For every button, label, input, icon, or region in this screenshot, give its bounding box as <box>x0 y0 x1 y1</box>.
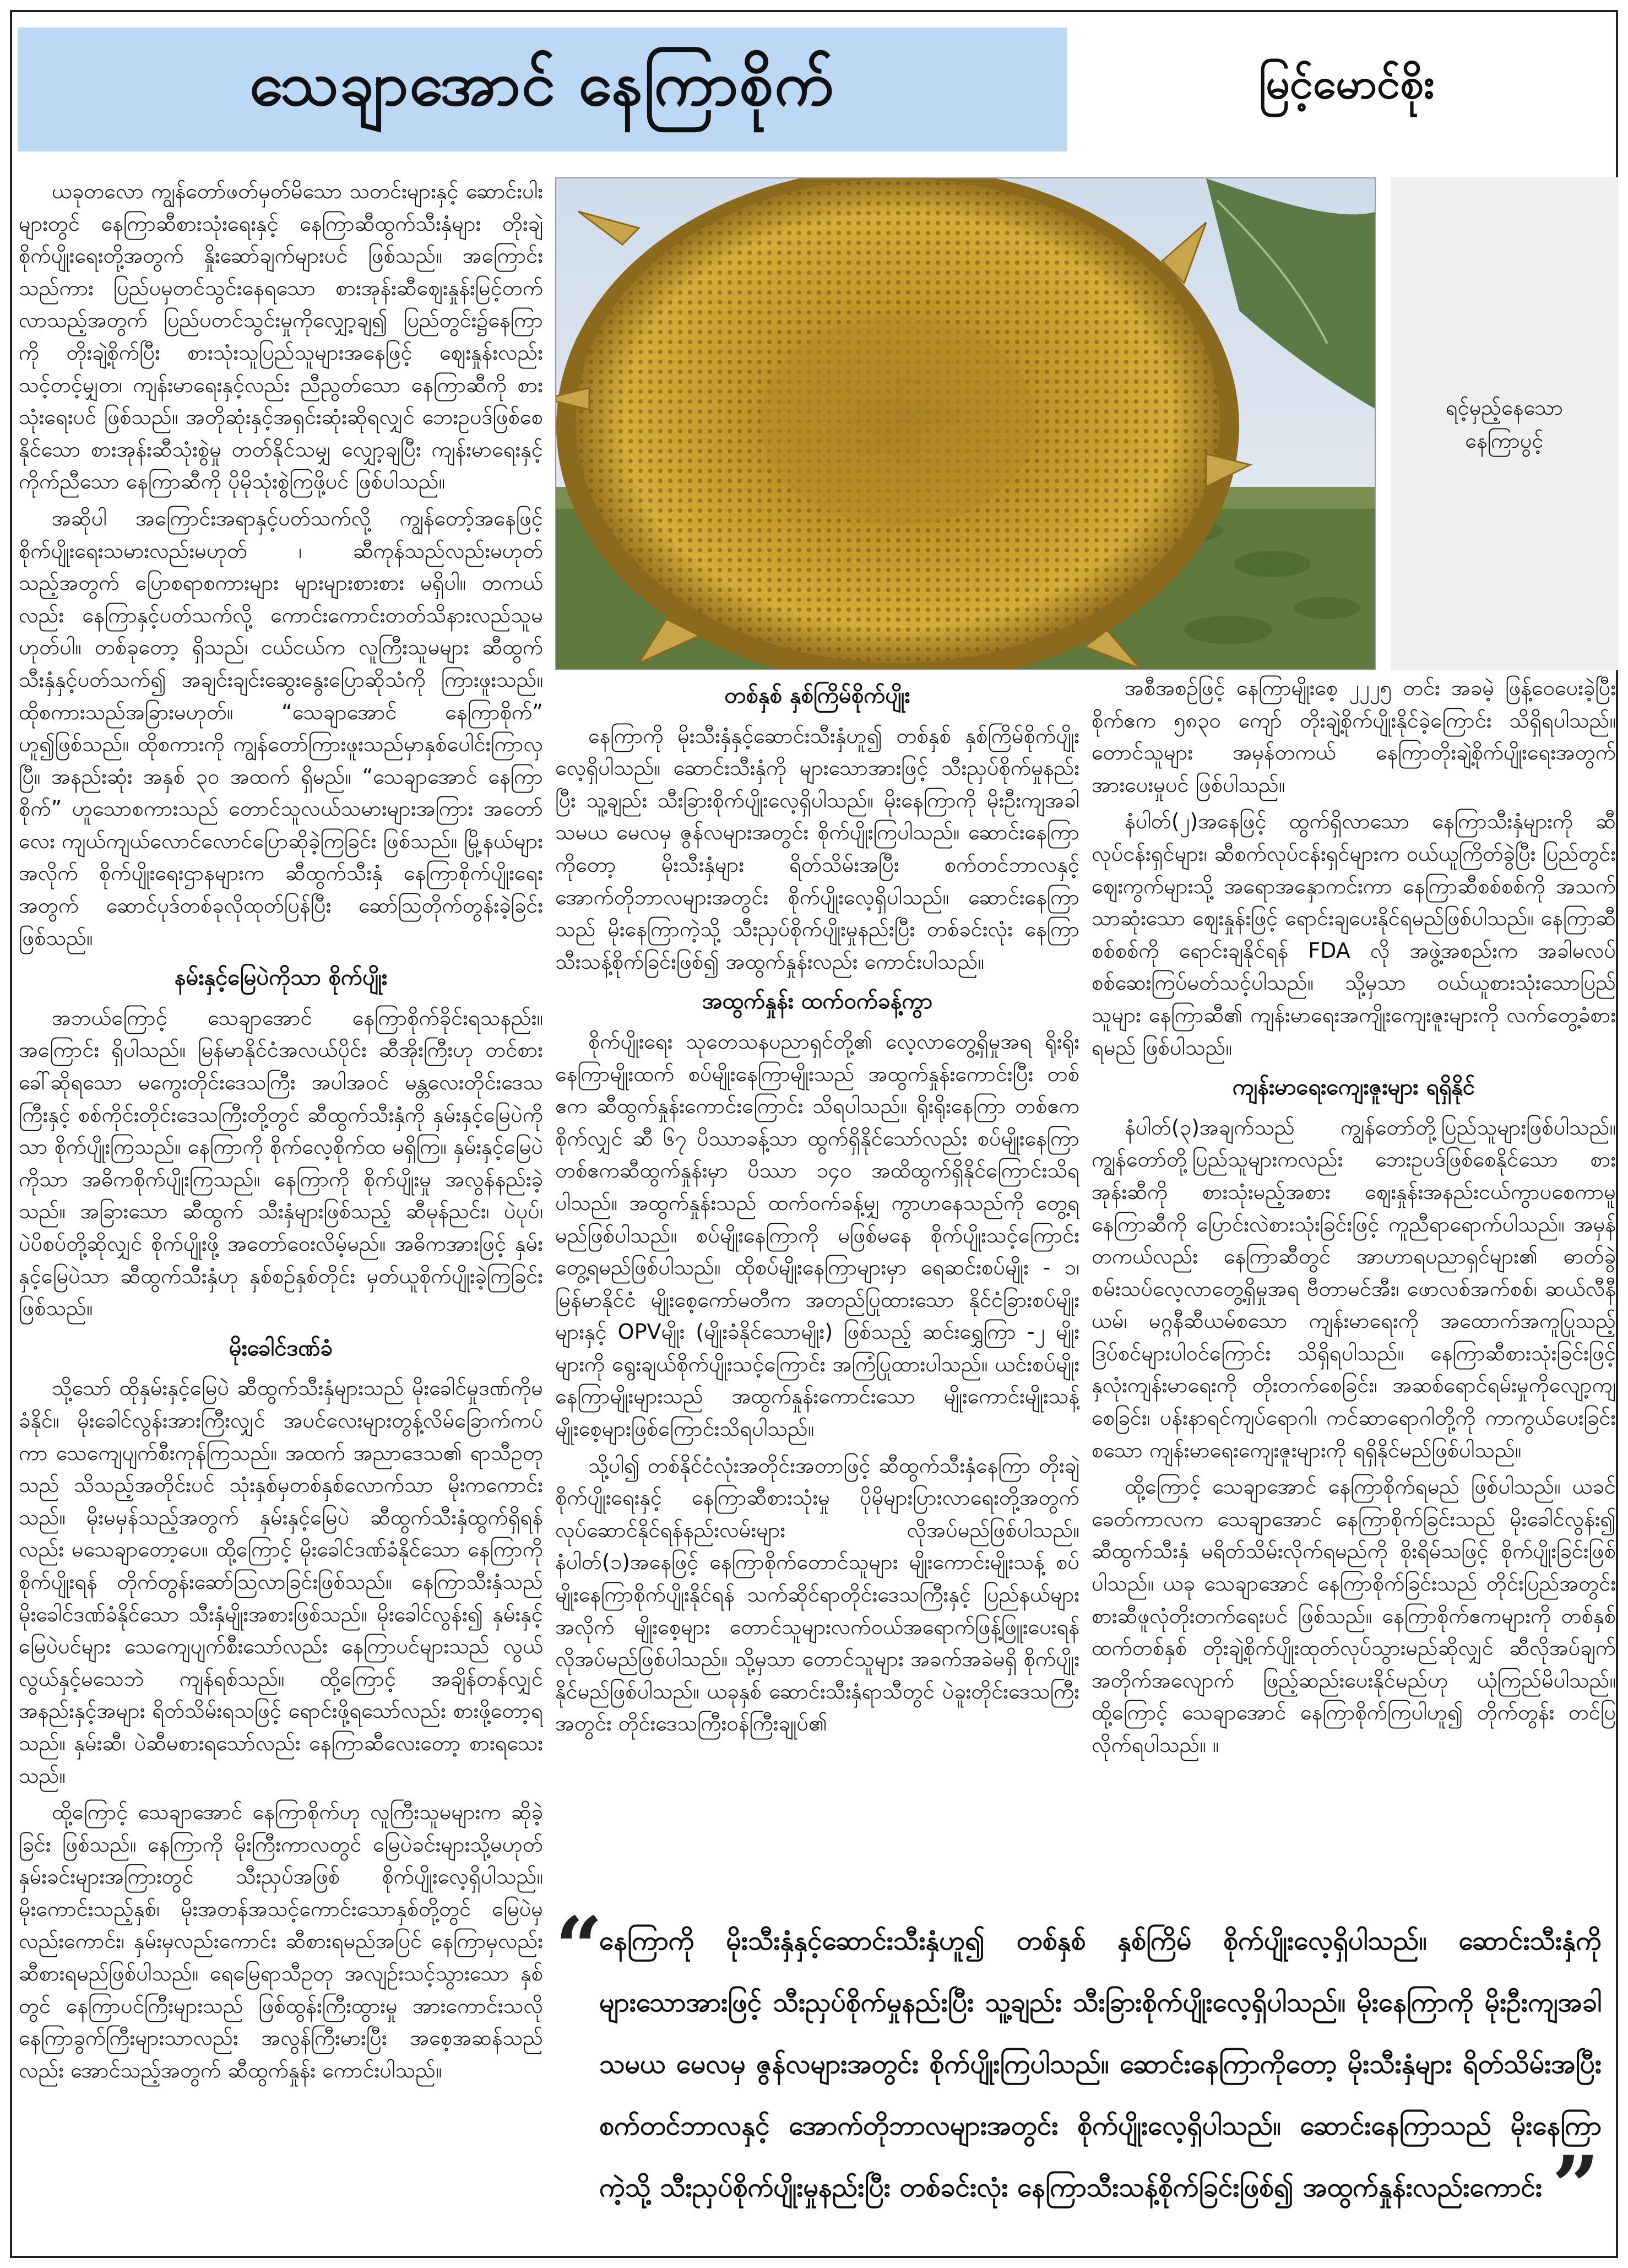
paragraph: စိုက်ပျိုးရေး သုတေသနပညာရှင်တို့၏ လေ့လာတွေ့ရှိမှုအရ ရိုးရိုးနေကြာမျိုးထက် စပ်မျိုးနေကြာမျိုးသည် အထွက်နှုန်းကောင်းပြီး တစ်ဧက ဆီထွက်နှုန်းကောင်းကြောင်း သိရပါသည်။ ရိုးရိုးနေကြာ တစ်ဧကစိုက်လျှင် ဆီ ၆၇ ပိဿာခန့်သာ ထွက်ရှိနိုင်သော်လည်း စပ်မျိုးနေကြာ တစ်ဧကဆီထွက်နှုန်းမှာ ပိဿာ ၁၄၀ အထိထွက်ရှိနိုင်ကြောင်းသိရပါသည်။ အထွက်နှုန်းသည် ထက်ဝက်ခန့်မျှ ကွာဟနေသည်ကို တွေ့ရမည်ဖြစ်ပါသည်။ စပ်မျိုးနေကြာကို မဖြစ်မနေ စိုက်ပျိုးသင့်ကြောင်း တွေ့ရမည်ဖြစ်ပါသည်။ ထိုစပ်မျိုးနေကြာများမှာ ရေဆင်းစပ်မျိုး - ၁၊ မြန်မာနိုင်ငံ မျိုးစေ့ကော်မတီက အတည်ပြုထားသော နိုင်ငံခြားစပ်မျိုးများနှင့် OPVမျိုး (မျိုးခံနိုင်သောမျိုး) ဖြစ်သည့် ဆင်းရွှေကြာ -၂ မျိုးများကို ရွေးချယ်စိုက်ပျိုးသင့်ကြောင်း အကြံပြုထားပါသည်။ ယင်းစပ်မျိုးနေကြာမျိုးများသည် အထွက်နှုန်းကောင်းသော မျိုးကောင်းမျိုးသန့် မျိုးစေ့များဖြစ်ကြောင်းသိရပါသည်။ <box>555 1029 1079 1441</box>
section-heading: မိုးခေါင်ဒဏ်ခံ <box>229 1335 333 1361</box>
open-quote-icon: “ <box>555 1899 603 1996</box>
paragraph: နံပါတ်(၃)အချက်သည် ကျွန်တော်တို့ပြည်သူများဖြစ်ပါသည်။ ကျွန်တော်တို့ပြည်သူများကလည်း ဘေးဥပဒ်ဖြစ်စေနိုင်သော စားအုန်းဆီကို စားသုံးမည့်အစား ဈေးနှုန်းအနည်းငယ်ကွာပစေကာမူ နေကြာဆီကို ပြောင်းလဲစားသုံးခြင်းဖြင့် ကူညီရာရောက်ပါသည်။ အမှန်တကယ်လည်း နေကြာဆီတွင် အာဟာရပညာရှင်များ၏ ဓာတ်ခွဲစမ်းသပ်လေ့လာတွေ့ရှိမှုအရ ဗီတာမင်အီး၊ ဖောလစ်အက်စစ်၊ ဆယ်လီနီယမ်၊ မဂ္ဂနီဆီယမ်စသော ကျန်းမာရေးကို အထောက်အကူပြုသည့် ဒြပ်စင်များပါဝင်ကြောင်း သိရှိရပါသည်။ နေကြာဆီစားသုံးခြင်းဖြင့် နှလုံးကျန်းမာရေးကို တိုးတက်စေခြင်း၊ အဆစ်ရောင်ရမ်းမှုကိုလျော့ကျစေခြင်း၊ ပန်းနာရင်ကျပ်ရောဂါ၊ ကင်ဆာရောဂါတို့ကို ကာကွယ်ပေးခြင်း စသော ကျန်းမာရေးကျေးဇူးများကို ရရှိနိုင်မည်ဖြစ်ပါသည်။ <box>1092 1115 1616 1462</box>
paragraph: အစီအစဉ်ဖြင့် နေကြာမျိုးစေ့ ၂၂၂၅ တင်း အခမဲ့ ဖြန့်ဝေပေးခဲ့ပြီး စိုက်ဧက ၅၈၃၀ ကျော် တိုးချဲ့စိုက်ပျိုးနိုင်ခဲ့ကြောင်း သိရှိရပါသည်။ တောင်သူများ အမှန်တကယ် နေကြာတိုးချဲ့စိုက်ပျိုးရေးအတွက် အားပေးမှုပင် ဖြစ်ပါသည်။ <box>1092 676 1616 797</box>
sunflower-image <box>556 178 1376 670</box>
section-heading: ကျန်းမာရေးကျေးဇူးများ ရရှိနိုင် <box>1232 1075 1475 1100</box>
title-banner <box>18 28 1067 151</box>
article-title: သေချာအောင် နေကြာစိုက် <box>249 48 835 119</box>
section-heading: အထွက်နှုန်း ထက်ဝက်ခန့်ကွာ <box>702 989 933 1014</box>
paragraph: နံပါတ်(၂)အနေဖြင့် ထွက်ရှိလာသော နေကြာသီးနှံများကို ဆီလုပ်ငန်းရှင်များ၊ ဆီစက်လုပ်ငန်းရှင်များက ဝယ်ယူကြိတ်ခွဲပြီး ပြည်တွင်းဈေးကွက်များသို့ အရောအနှောကင်းကာ နေကြာဆီစစ်စစ်ကို အသက်သာဆုံးသော ဈေးနှုန်းဖြင့် ရောင်းချပေးနိုင်ရမည်ဖြစ်ပါသည်။ နေကြာဆီစစ်စစ်ကို ရောင်းချနိုင်ရန် FDA လို အဖွဲ့အစည်းက အခါမလပ် စစ်ဆေးကြပ်မတ်သင့်ပါသည်။ သို့မှသာ ဝယ်ယူစားသုံးသောပြည်သူများ နေကြာဆီ၏ ကျန်းမာရေးအကျိုးကျေးဇူးများကို လက်တွေ့ခံစားရမည် ဖြစ်ပါသည်။ <box>1092 809 1616 1060</box>
paragraph: ထို့ကြောင့် သေချာအောင် နေကြာစိုက်ရမည် ဖြစ်ပါသည်။ ယခင်ခေတ်ကာလက သေချာအောင် နေကြာစိုက်ခြင်းသည် မိုးခေါင်လွန်း၍ ဆီထွက်သီးနှံ မရိတ်သိမ်းလိုက်ရမည်ကို စိုးရိမ်သဖြင့် စိုက်ပျိုးခြင်းဖြစ်ပါသည်။ ယခု သေချာအောင် နေကြာစိုက်ခြင်းသည် တိုင်းပြည်အတွင်း စားဆီဖူလုံတိုးတက်ရေးပင် ဖြစ်သည်။ နေကြာစိုက်ဧကများကို တစ်နှစ်ထက်တစ်နှစ် တိုးချဲ့စိုက်ပျိုးထုတ်လုပ်သွားမည်ဆိုလျှင် ဆီလိုအပ်ချက် အတိုက်အလျောက် ဖြည့်ဆည်းပေးနိုင်မည်ဟု ယုံကြည်မိပါသည်။ ထို့ကြောင့် သေချာအောင် နေကြာစိုက်ကြပါဟူ၍ တိုက်တွန်း တင်ပြလိုက်ရပါသည်။ ။ <box>1092 1474 1616 1757</box>
photo-caption-box <box>1391 177 1618 670</box>
pull-quote-text: နေကြာကို မိုးသီးနှံနှင့်ဆောင်းသီးနှံဟူ၍ တစ်နှစ် နှစ်ကြိမ် စိုက်ပျိုးလေ့ရှိပါသည်။ ဆောင်းသီးနှံကို များသောအားဖြင့် သီးညှပ်စိုက်မှုနည်းပြီး သူ့ချည်း သီးခြားစိုက်ပျိုးလေ့ရှိပါသည်။ မိုးနေကြာကို မိုးဦးကျအခါသမယ မေလမှ ဇွန်လများအတွင်း စိုက်ပျိုးကြပါသည်။ ဆောင်းနေကြာကိုတော့ မိုးသီးနှံများ ရိတ်သိမ်းအပြီး စက်တင်ဘာလနှင့် အောက်တိုဘာလများအတွင်း စိုက်ပျိုးလေ့ရှိပါသည်။ ဆောင်းနေကြာသည် မိုးနေကြာကဲ့သို့ သီးညှပ်စိုက်ပျိုးမှုနည်းပြီး တစ်ခင်းလုံး နေကြာသီးသန့်စိုက်ခြင်းဖြစ်၍ အထွက်နှုန်းလည်းကောင်း <box>599 1925 1602 2203</box>
paragraph: ယခုတလော ကျွန်တော်ဖတ်မှတ်မိသော သတင်းများနှင့် ဆောင်းပါးများတွင် နေကြာဆီစားသုံးရေးနှင့် နေကြာဆီထွက်သီးနှံများ တိုးချဲ့စိုက်ပျိုးရေးတို့အတွက် နှိုးဆော်ချက်များပင် ဖြစ်သည်။ အကြောင်းသည်ကား ပြည်ပမှတင်သွင်းနေရသော စားအုန်းဆီဈေးနှုန်းမြင့်တက်လာသည့်အတွက် ပြည်ပတင်သွင်းမှုကိုလျှော့ချ၍ ပြည်တွင်း၌နေကြာကို တိုးချဲ့စိုက်ပြီး စားသုံးသူပြည်သူများအနေဖြင့် ဈေးနှုန်းလည်း သင့်တင့်မျှတ၊ ကျန်းမာရေးနှင့်လည်း ညီညွတ်သော နေကြာဆီကို စားသုံးရေးပင် ဖြစ်သည်။ အတိုဆုံးနှင့်အရှင်းဆုံးဆိုရလျှင် ဘေးဥပဒ်ဖြစ်စေနိုင်သော စားအုန်းဆီသုံးစွဲမှု တတ်နိုင်သမျှ လျှော့ချပြီး ကျန်းမာရေးနှင့်ကိုက်ညီသော နေကြာဆီကို ပိုမိုသုံးစွဲကြဖို့ပင် ဖြစ်ပါသည်။ <box>19 179 543 494</box>
caption-line: နေကြာပွင့် <box>1465 428 1544 453</box>
paragraph: ထို့ကြောင့် သေချာအောင် နေကြာစိုက်ဟု လူကြီးသူမများက ဆိုခဲ့ခြင်း ဖြစ်သည်။ နေကြာကို မိုးကြီးကာလတွင် မြေပဲခင်းများသို့မဟုတ် နှမ်းခင်းများအကြားတွင် သီးညှပ်အဖြစ် စိုက်ပျိုးလေ့ရှိပါသည်။ မိုးကောင်းသည့်နှစ်၊ မိုးအတန်အသင့်ကောင်းသောနှစ်တို့တွင် မြေပဲမှလည်းကောင်း၊ နှမ်းမှလည်းကောင်း ဆီစားရမည်အပြင် နေကြာမှလည်း ဆီစားရမည်ဖြစ်ပါသည်။ ရေမြေရာသီဥတု အလျဉ်းသင့်သွားသော နှစ်တွင် နေကြာပင်ကြီးများသည် ဖြစ်ထွန်းကြီးထွားမှု အားကောင်းသလို နေကြာခွက်ကြီးများသာလည်း အလွန်ကြီးမားပြီး အစေ့အဆန်သည်လည်း အောင်သည့်အတွက် ဆီထွက်နှုန်း ကောင်းပါသည်။ <box>19 1800 543 2082</box>
close-quote-icon: ” <box>1551 2138 1599 2235</box>
column-3 <box>1092 672 1616 1911</box>
paragraph: အဘယ်ကြောင့် သေချာအောင် နေကြာစိုက်ခိုင်းရသနည်း။ အကြောင်း ရှိပါသည်။ မြန်မာနိုင်ငံအလယ်ပိုင်း ဆီအိုးကြီးဟု တင်စားခေါ်ဆိုရသော မကွေးတိုင်းဒေသကြီး အပါအဝင် မန္တလေးတိုင်းဒေသကြီးနှင့် စစ်ကိုင်းတိုင်းဒေသကြီးတို့တွင် ဆီထွက်သီးနှံကို နှမ်းနှင့်မြေပဲကိုသာ စိုက်ပျိုးကြသည်။ နေကြာကို စိုက်လေ့စိုက်ထ မရှိကြ။ နှမ်းနှင့်မြေပဲကိုသာ အဓိကစိုက်ပျိုးကြသည်။ နေကြာကို စိုက်ပျိုးမှု အလွန်နည်းခဲ့သည်။ အခြားသော ဆီထွက် သီးနှံများဖြစ်သည့် ဆီမုန်ညင်း၊ ပဲပုပ်၊ ပဲပိစပ်တို့ဆိုလျှင် စိုက်ပျိုးဖို့ အတော်ဝေးလိမ့်မည်။ အဓိကအားဖြင့် နှမ်းနှင့်မြေပဲသာ ဆီထွက်သီးနှံဟု နှစ်စဉ်နှစ်တိုင်း မှတ်ယူစိုက်ပျိုးခဲ့ကြခြင်း ဖြစ်သည်။ <box>19 1005 543 1321</box>
column-1 <box>19 175 543 2213</box>
paragraph: သို့သော် ထိုနှမ်းနှင့်မြေပဲ ဆီထွက်သီးနှံများသည် မိုးခေါင်မှုဒဏ်ကိုမခံနိုင်။ မိုးခေါင်လွန်းအားကြီးလျှင် အပင်လေးများတွန့်လိမ်ခြောက်ကပ်ကာ သေကျေပျက်စီးကုန်ကြသည်။ အထက် အညာဒေသ၏ ရာသီဥတုသည် သိသည့်အတိုင်းပင် သုံးနှစ်မှတစ်နှစ်လောက်သာ မိုးကကောင်းသည်။ မိုးမမှန်သည့်အတွက် နှမ်းနှင့်မြေပဲ ဆီထွက်သီးနှံထွက်ရှိရန်လည်း မသေချာတော့ပေ။ ထို့ကြောင့် မိုးခေါင်ဒဏ်ခံနိုင်သော နေကြာကိုစိုက်ပျိုးရန် တိုက်တွန်းဆော်ဩလာခြင်းဖြစ်သည်။ နေကြာသီးနှံသည် မိုးခေါင်ဒဏ်ခံနိုင်သော သီးနှံမျိုးအစားဖြစ်သည်။ မိုးခေါင်လွန်း၍ နှမ်းနှင့်မြေပဲပင်များ သေကျေပျက်စီးသော်လည်း နေကြာပင်များသည် လွယ်လွယ်နှင့်မသေဘဲ ကျန်ရစ်သည်။ ထို့ကြောင့် အချိန်တန်လျှင် အနည်းနှင့်အများ ရိတ်သိမ်းရသဖြင့် ရောင်းဖို့ရသော်လည်း စားဖို့တော့ရသည်။ နှမ်းဆီ၊ ပဲဆီမစားရသော်လည်း နေကြာဆီလေးတော့ စားရသေးသည်။ <box>19 1376 543 1788</box>
caption-line: ရင့်မှည့်နေသော <box>1445 395 1564 420</box>
section-heading: နမ်းနှင့်မြေပဲကိုသာ စိုက်ပျိုး <box>174 965 388 991</box>
section-heading: တစ်နှစ် နှစ်ကြိမ်စိုက်ပျိုး <box>724 683 910 708</box>
paragraph: နေကြာကို မိုးသီးနှံနှင့်ဆောင်းသီးနှံဟူ၍ တစ်နှစ် နှစ်ကြိမ်စိုက်ပျိုးလေ့ရှိပါသည်။ ဆောင်းသီးနှံကို များသောအားဖြင့် သီးညှပ်စိုက်မှုနည်းပြီး သူ့ချည်း သီးခြားစိုက်ပျိုးလေ့ရှိပါသည်။ မိုးနေကြာကို မိုးဦးကျအခါသမယ မေလမှ ဇွန်လများအတွင်း စိုက်ပျိုးကြပါသည်။ ဆောင်းနေကြာကိုတော့ မိုးသီးနှံများ ရိတ်သိမ်းအပြီး စက်တင်ဘာလနှင့် အောက်တိုဘာလများအတွင်း စိုက်ပျိုးလေ့ရှိပါသည်။ ဆောင်းနေကြာသည် မိုးနေကြာကဲ့သို့ သီးညှပ်စိုက်ပျိုးမှုနည်းပြီး တစ်ခင်းလုံး နေကြာသီးသန့်စိုက်ခြင်းဖြစ်၍ အထွက်နှုန်းလည်း ကောင်းပါသည်။ <box>555 723 1079 974</box>
paragraph: အဆိုပါ အကြောင်းအရာနှင့်ပတ်သက်လို့ ကျွန်တော့်အနေဖြင့် စိုက်ပျိုးရေးသမားလည်းမဟုတ် ၊ ဆီကုန်သည်လည်းမဟုတ်သည့်အတွက် ပြောစရာစကားများ များများစားစား မရှိပါ။ တကယ်လည်း နေကြာနှင့်ပတ်သက်လို့ ကောင်းကောင်းတတ်သိနားလည်သူမဟုတ်ပါ။ တစ်ခုတော့ ရှိသည်၊ ငယ်ငယ်က လူကြီးသူမများ ဆီထွက်သီးနှံနှင့်ပတ်သက်၍ အချင်းချင်းဆွေးနွေးပြောဆိုသံကို ကြားဖူးသည်။ ထိုစကားသည်အခြားမဟုတ်။ “သေချာအောင် နေကြာစိုက်” ဟူ၍ဖြစ်သည်။ ထိုစကားကို ကျွန်တော်ကြားဖူးသည်မှာနှစ်ပေါင်းကြာလှပြီ။ အနည်းဆုံး အနှစ် ၃၀ အထက် ရှိမည်။ “သေချာအောင် နေကြာစိုက်” ဟူသောစကားသည် တောင်သူလယ်သမားများအကြား အတော်လေး ကျယ်ကျယ်လောင်လောင်ပြောဆိုခဲ့ကြခြင်း ဖြစ်သည်။ မြို့နယ်များအလိုက် စိုက်ပျိုးရေးဌာနများက ဆီထွက်သီးနှံ နေကြာစိုက်ပျိုးရေးအတွက် ဆောင်ပုဒ်တစ်ခုလိုထုတ်ပြန်ပြီး ဆော်ဩတိုက်တွန်းခဲ့ခြင်း ဖြစ်သည်။ <box>19 506 543 950</box>
paragraph: သို့ပါ၍ တစ်နိုင်ငံလုံးအတိုင်းအတာဖြင့် ဆီထွက်သီးနှံနေကြာ တိုးချဲ့စိုက်ပျိုးရေးနှင့် နေကြာဆီစားသုံးမှု ပိုမိုများပြားလာရေးတို့အတွက် လုပ်ဆောင်နိုင်ရန်နည်းလမ်းများ လိုအပ်မည်ဖြစ်ပါသည်။ နံပါတ်(၁)အနေဖြင့် နေကြာစိုက်တောင်သူများ မျိုးကောင်းမျိုးသန့် စပ်မျိုးနေကြာစိုက်ပျိုးနိုင်ရန် သက်ဆိုင်ရာတိုင်းဒေသကြီးနှင့် ပြည်နယ်များအလိုက် မျိုးစေ့များ တောင်သူများလက်ဝယ်အရောက်ဖြန့်ဖြူးပေးရန် လိုအပ်မည်ဖြစ်ပါသည်။ သို့မှသာ တောင်သူများ အခက်အခဲမရှိ စိုက်ပျိုးနိုင်မည်ဖြစ်ပါသည်။ ယခုနှစ် ဆောင်းသီးနှံရာသီတွင် ပဲခူးတိုင်းဒေသကြီးအတွင်း တိုင်းဒေသကြီးဝန်ကြီးချုပ်၏ <box>555 1453 1079 1736</box>
pull-quote <box>555 1899 1616 2235</box>
column-2 <box>555 672 1079 1911</box>
photo-caption <box>1446 391 1563 457</box>
author-name: မြင့်မောင်စိုး <box>1258 59 1435 108</box>
sunflower-photo <box>555 177 1376 670</box>
